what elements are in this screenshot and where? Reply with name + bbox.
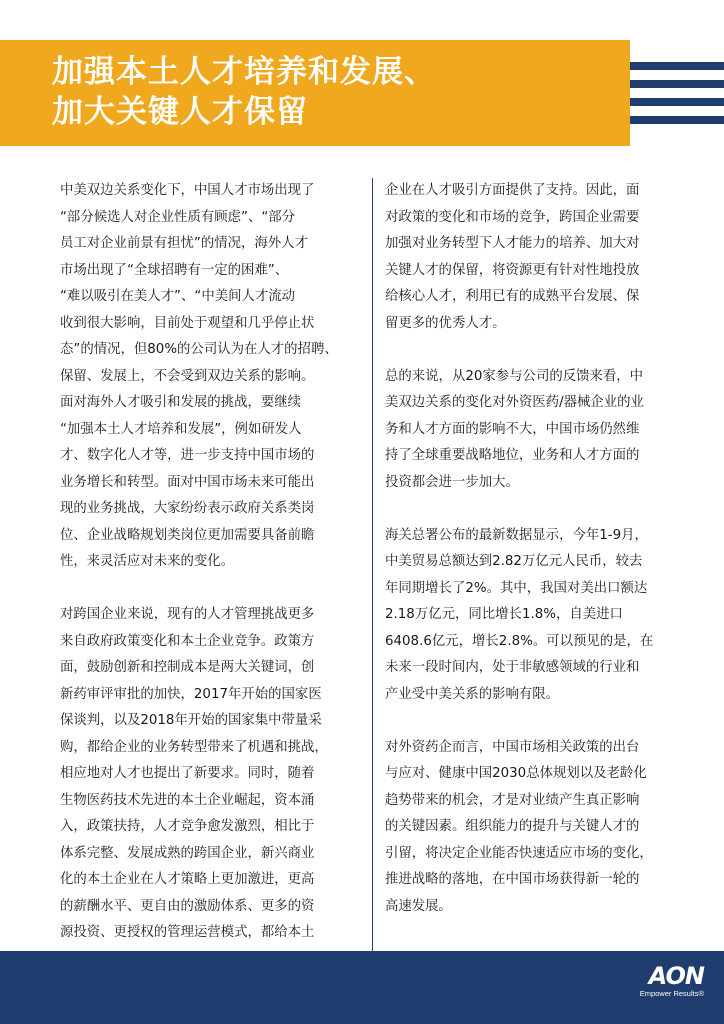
stripe: [630, 62, 724, 70]
paragraph: 对外资药企而言，中国市场相关政策的出台 与应对、健康中国2030总体规划以及老龄化 趋势带来的机会，才是对业绩产生真正影响 的关键因素。组织能力的提升与关键人才的 引留，将决定企业能否快速适应市场的变化， 推进战略的落地，在中国市场获得新一轮的 高速发展。: [385, 739, 653, 914]
page-title: [52, 52, 436, 132]
paragraph: 中美双边关系变化下，中国人才市场出现了 “部分候选人对企业性质有顾虑”、“部分 员工对企业前景有担忧”的情况，海外人才 市场出现了“全球招聘有一定的困难”、 “难以吸引在美人才”、“中美间人才流动 收到很大影响，目前处于观望和几乎停止状 态”的情况，但80%的公司认为在人才的招聘、 保留、发展上，不会受到双边关系的影响。 面对海外人才吸引和发展的挑战，要继续 “加强本土人才培养和发展”，例如研发人 才、数字化人才等，进一步支持中国市场的 业务增长和转型。面对中国市场未来可能出 现的业务挑战，大家纷纷表示政府关系类岗 位、企业战略规划类岗位更加需要具备前瞻 性，来灵活应对未来的变化。: [60, 183, 338, 569]
stripe: [630, 116, 724, 124]
paragraph: 企业在人才吸引方面提供了支持。因此，面 对政策的变化和市场的竞争，跨国企业需要 加强对业务转型下人才能力的培养、加大对 关键人才的保留，将资源更有针对性地投放 给核心人才，利用已有的成熟平台发展、保 留更多的优秀人才。: [385, 183, 640, 331]
left-column: [60, 178, 360, 947]
logo-wordmark: AON: [648, 962, 704, 990]
logo-tagline: Empower Results®: [639, 989, 704, 998]
right-column: [385, 178, 690, 920]
title-line-1: 加强本土人才培养和发展、: [52, 54, 436, 90]
column-divider: [372, 178, 373, 951]
aon-logo: [640, 963, 704, 999]
paragraph: 海关总署公布的最新数据显示，今年1-9月， 中美贸易总额达到2.82万亿元人民币，较去 年同期增长了2%。其中，我国对美出口额达 2.18万亿元，同比增长1.8%，自美进口 6408.6亿元，增长2.8%。可以预见的是，在 未来一段时间内，处于非敏感领域的行业和 产业受中美关系的影响有限。: [385, 527, 654, 702]
stripe: [630, 80, 724, 88]
decorative-stripes: [630, 40, 724, 146]
footer-bar: [0, 951, 724, 1024]
title-line-2: 加大关键人才保留: [52, 94, 308, 130]
stripe: [630, 98, 724, 106]
paragraph: 对跨国企业来说，现有的人才管理挑战更多 来自政府政策变化和本土企业竞争。政策方 面，鼓励创新和控制成本是两大关键词，创 新药审评审批的加快，2017年开始的国家医 保谈判，以及2018年开始的国家集中带量采 购，都给企业的业务转型带来了机遇和挑战， 相应地对人才也提出了新要求。同时，随着 生物医药技术先进的本土企业崛起，资本涌 入，政策扶持，人才竞争愈发激烈，相比于 体系完整、发展成熟的跨国企业，新兴商业 化的本土企业在人才策略上更加激进，更高 的薪酬水平、更自由的激励体系、更多的资 源投资、更授权的管理运营模式，都给本土: [60, 607, 328, 940]
paragraph: 总的来说，从20家参与公司的反馈来看，中 美双边关系的变化对外资医药/器械企业的业 务和人才方面的影响不大，中国市场仍然维 持了全球重要战略地位，业务和人才方面的 投资都会进一步加大。: [385, 368, 644, 490]
